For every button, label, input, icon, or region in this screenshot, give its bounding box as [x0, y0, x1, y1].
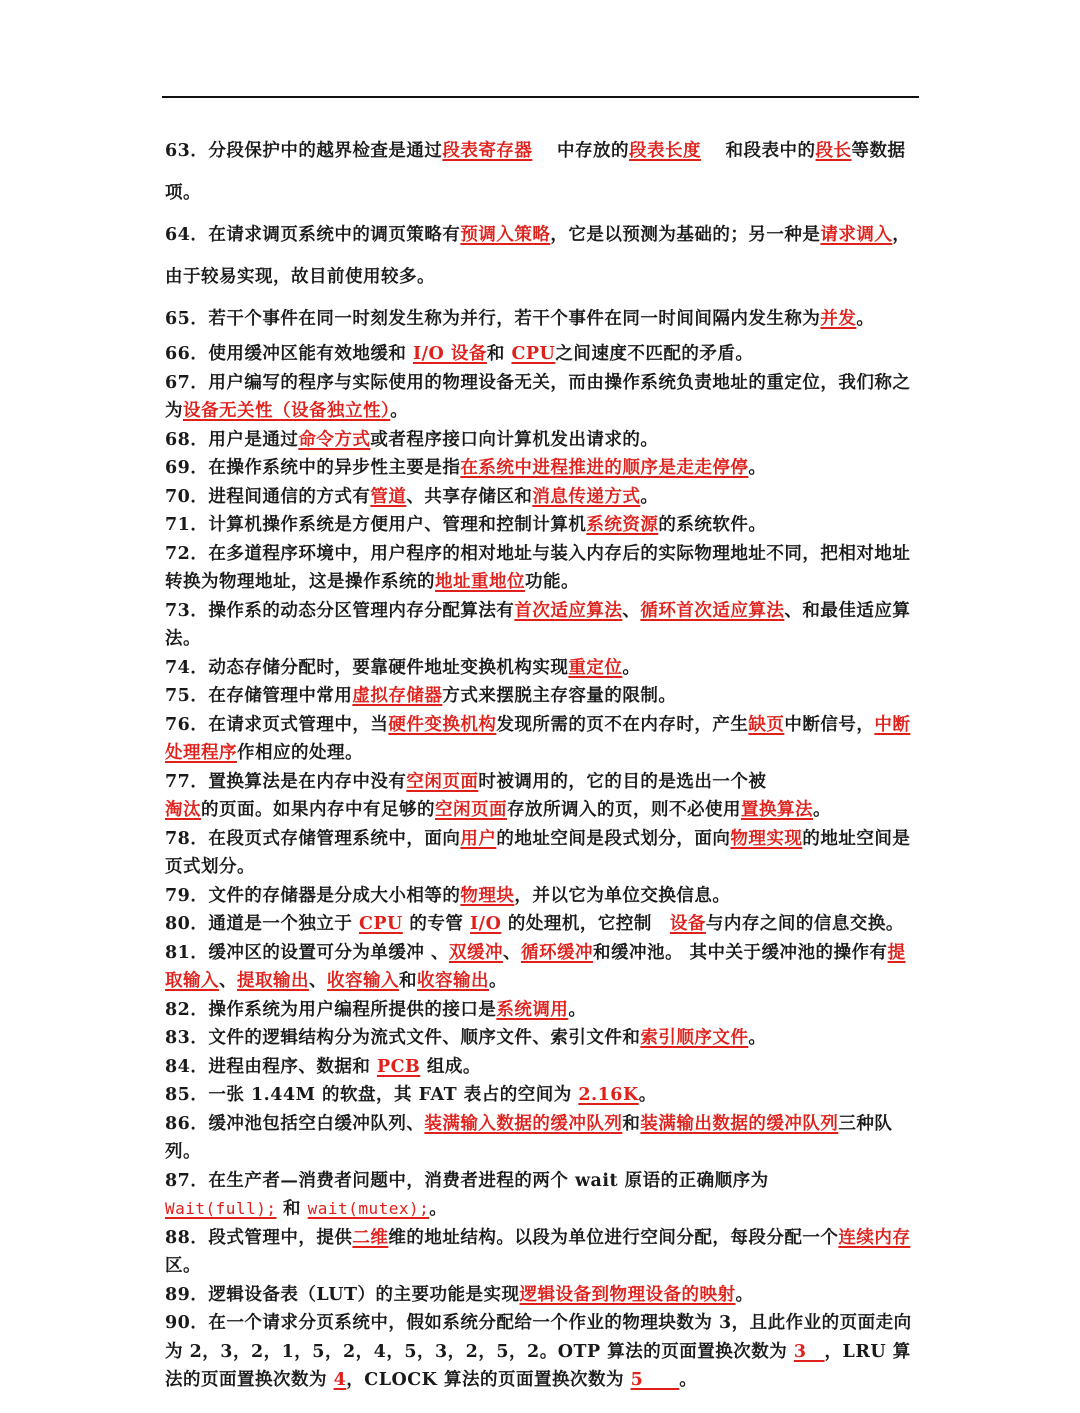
question-text: 85．一张 1.44M 的软盘，其 FAT 表占的空间为 [165, 1085, 579, 1105]
question-text: 的系统软件。 [658, 515, 767, 535]
question-text: 发现所需的页不在内存时，产生 [496, 714, 749, 735]
question-69 [165, 454, 917, 483]
answer-blank: 淘汰 [165, 800, 201, 820]
question-87 [165, 1167, 917, 1224]
question-text: 与内存之间的信息交换。 [705, 914, 904, 934]
answer-blank: wait(mutex); [307, 1199, 430, 1218]
answer-blank: 双缓冲 [448, 942, 503, 963]
answer-blank: 设备无关性（设备独立性） [183, 401, 391, 421]
answer-blank: 地址重地位 [435, 572, 525, 592]
answer-blank: 用户 [460, 828, 497, 849]
question-81 [165, 939, 917, 996]
question-text: 。 [489, 971, 507, 991]
answer-blank: 系统资源 [586, 515, 659, 535]
question-text: 维的地址结构。以段为单位进行空间分配，每段分配一个 [388, 1227, 839, 1248]
answer-blank: 并发 [820, 309, 857, 329]
question-text: 之间速度不匹配的矛盾。 [555, 344, 754, 364]
question-text: 69．在操作系统中的异步性主要是指 [165, 458, 461, 478]
question-text: 的地址空间是段式划分，面向 [496, 828, 731, 849]
answer-blank: 收容输出 [417, 971, 489, 991]
question-text: 三种队列。 [165, 1113, 893, 1162]
question-84 [165, 1053, 917, 1082]
question-64 [165, 214, 917, 298]
answer-blank: I/O 设备 [412, 344, 487, 364]
question-text: 。 [429, 1199, 448, 1219]
question-text: 区。 [165, 1256, 201, 1276]
question-78 [165, 825, 917, 882]
question-86 [165, 1110, 917, 1167]
question-text: 。 [748, 458, 767, 478]
answer-blank: 系统调用 [496, 999, 569, 1020]
question-text: 。 [735, 1284, 754, 1305]
answer-blank: 中断处理程序 [165, 714, 911, 763]
question-text: 方式来摆脱主存容量的限制。 [442, 686, 677, 706]
question-text: 67．用户编写的程序与实际使用的物理设备无关，而由操作系统负责地址的重定位，我们称之为 [165, 372, 911, 421]
question-text: 存放所调入的页，则不必使用 [507, 800, 741, 820]
question-text: 的地址空间是页式划分。 [165, 828, 911, 877]
question-text: 时被调用的，它的目的是选出一个被 [478, 771, 911, 792]
question-text: 81．缓冲区的设置可分为单缓冲 、 [165, 942, 449, 963]
question-text: 的专管 [402, 914, 470, 934]
question-text: 、 [622, 600, 641, 621]
question-text: 和段表中的 [700, 141, 816, 161]
answer-blank: 重定位 [568, 657, 623, 678]
answer-blank: 命令方式 [298, 429, 371, 450]
question-text: 83．文件的逻辑结构分为流式文件、顺序文件、索引文件和 [165, 1028, 641, 1048]
question-text: 84．进程由程序、数据和 [165, 1056, 377, 1077]
question-text: 、和最佳适应算法。 [165, 600, 911, 649]
question-74 [165, 654, 917, 683]
question-text: 、 [219, 971, 237, 991]
answer-blank: 空闲页面 [435, 800, 507, 820]
question-72 [165, 540, 917, 597]
answer-blank: 提取输入 [165, 942, 906, 991]
question-text: 和缓冲池。 其中关于缓冲池的操作有 [592, 942, 888, 963]
question-66 [165, 340, 917, 369]
question-65 [165, 298, 917, 340]
question-text: ，LRU 算法的页面置换次数为 [165, 1341, 911, 1390]
answer-blank: 管道 [370, 486, 407, 507]
question-text: 79．文件的存储器是分成大小相等的 [165, 885, 461, 906]
question-text: 、 [502, 942, 521, 963]
question-text: 86．缓冲池包括空白缓冲队列、 [165, 1113, 425, 1134]
answer-blank: 段长 [815, 141, 852, 161]
question-text: 71．计算机操作系统是方便用户、管理和控制计算机 [165, 515, 587, 535]
question-text: 77．置换算法是在内存中没有 [165, 771, 407, 792]
question-text: 72．在多道程序环境中，用户程序的相对地址与装入内存后的实际物理地址不同，把相对地址转换为物理地址，这是操作系统的 [165, 543, 911, 592]
question-text: 。 [813, 800, 831, 820]
question-text: 和 [622, 1113, 641, 1134]
question-83 [165, 1024, 917, 1053]
question-text: 的页面。如果内存中有足够的 [201, 800, 435, 820]
answer-blank: 循环首次适应算法 [640, 600, 785, 621]
answer-blank: 硬件变换机构 [388, 714, 497, 735]
question-text: 74．动态存储分配时，要靠硬件地址变换机构实现 [165, 657, 569, 678]
answer-blank: Wait(full); [165, 1199, 277, 1218]
question-text: 中存放的 [532, 141, 629, 161]
question-text: ，由于较易实现，故目前使用较多。 [165, 225, 911, 287]
question-text: 等数据项。 [165, 141, 906, 203]
question-85 [165, 1081, 917, 1110]
question-text: 的处理机，它控制 [501, 914, 670, 934]
question-text: 功能。 [525, 572, 579, 592]
question-70 [165, 483, 917, 512]
answer-blank: 索引顺序文件 [640, 1028, 749, 1048]
answer-blank: PCB [376, 1056, 421, 1077]
question-68 [165, 426, 917, 455]
answer-blank: 5 [630, 1370, 680, 1390]
answer-blank: 缺页 [748, 714, 785, 735]
answer-blank: 二维 [352, 1227, 389, 1248]
answer-blank: I/O [470, 914, 502, 934]
question-text: 66．使用缓冲区能有效地缓和 [165, 344, 413, 364]
answer-blank: 虚拟存储器 [352, 686, 443, 706]
question-73 [165, 597, 917, 654]
question-82 [165, 996, 917, 1025]
answer-blank: 首次适应算法 [514, 600, 623, 621]
question-text: 73．操作系的动态分区管理内存分配算法有 [165, 600, 515, 621]
question-text: ，它是以预测为基础的；另一种是 [550, 225, 821, 245]
question-text: 和 [486, 344, 512, 364]
question-text: 和 [276, 1199, 308, 1219]
question-list [165, 130, 917, 1395]
question-text: 中断信号， [784, 714, 875, 735]
question-text: 、 [309, 971, 327, 991]
question-text: 65．若干个事件在同一时刻发生称为并行，若干个事件在同一时间间隔内发生称为 [165, 309, 821, 329]
answer-blank: 提取输出 [237, 971, 309, 991]
header-rule [162, 96, 919, 98]
question-text: 作相应的处理。 [237, 743, 363, 763]
question-text: 78．在段页式存储管理系统中，面向 [165, 828, 461, 849]
question-77 [165, 768, 917, 825]
question-text: 87．在生产者—消费者问题中，消费者进程的两个 wait 原语的正确顺序为 [165, 1170, 895, 1191]
question-90 [165, 1309, 917, 1395]
question-text: 64．在请求调页系统中的调页策略有 [165, 225, 461, 245]
answer-blank: 空闲页面 [406, 771, 479, 792]
question-text: 90．在一个请求分页系统中，假如系统分配给一个作业的物理块数为 3，且此作业的页面走向为 2，3，2，1，5，2，4，5，3，2，5，2。OTP 算法的页面置换次数为 [165, 1313, 912, 1362]
question-text: 或者程序接口向计算机发出请求的。 [370, 429, 659, 450]
answer-blank: 连续内存 [838, 1227, 911, 1248]
answer-blank: 置换算法 [741, 800, 813, 820]
question-79 [165, 882, 917, 911]
question-75 [165, 682, 917, 711]
answer-blank: CPU [358, 914, 403, 934]
answer-blank: 物理块 [460, 885, 515, 906]
question-text: 组成。 [420, 1056, 481, 1077]
answer-blank: 装满输出数据的缓冲队列 [640, 1113, 839, 1134]
question-text: 。 [856, 309, 875, 329]
question-63 [165, 130, 917, 214]
answer-blank: 逻辑设备到物理设备的映射 [519, 1284, 736, 1305]
question-text: 63．分段保护中的越界检查是通过 [165, 141, 443, 161]
answer-blank: 物理实现 [730, 828, 803, 849]
question-text: 76．在请求页式管理中，当 [165, 714, 389, 735]
answer-blank: 3 [793, 1341, 825, 1362]
answer-blank: CPU [511, 344, 556, 364]
answer-blank: 循环缓冲 [520, 942, 593, 963]
answer-blank: 预调入策略 [460, 225, 551, 245]
question-text: 88．段式管理中，提供 [165, 1227, 353, 1248]
question-text: 。 [638, 1085, 657, 1105]
question-text: 80．通道是一个独立于 [165, 914, 359, 934]
question-text: ，CLOCK 算法的页面置换次数为 [346, 1370, 631, 1390]
question-text: 。 [748, 1028, 767, 1048]
question-80 [165, 910, 917, 939]
answer-blank: 设备 [669, 914, 706, 934]
question-text: 。 [568, 999, 587, 1020]
answer-blank: 4 [333, 1370, 347, 1390]
question-text: 。 [390, 401, 409, 421]
answer-blank: 段表长度 [628, 141, 701, 161]
question-76 [165, 711, 917, 768]
question-text: 和 [399, 971, 417, 991]
question-text: ，并以它为单位交换信息。 [514, 885, 731, 906]
question-text: 82．操作系统为用户编程所提供的接口是 [165, 999, 497, 1020]
question-text: 68．用户是通过 [165, 429, 299, 450]
question-text: 75．在存储管理中常用 [165, 686, 353, 706]
question-text: 。 [679, 1370, 698, 1390]
question-text: 70．进程间通信的方式有 [165, 486, 371, 507]
question-text: 、共享存储区和 [406, 486, 533, 507]
answer-blank: 2.16K [578, 1085, 639, 1105]
answer-blank: 装满输入数据的缓冲队列 [424, 1113, 623, 1134]
question-67 [165, 369, 917, 426]
question-text: 。 [640, 486, 659, 507]
answer-blank: 消息传递方式 [532, 486, 641, 507]
question-71 [165, 511, 917, 540]
question-89 [165, 1281, 917, 1310]
question-text: 。 [622, 657, 641, 678]
answer-blank: 请求调入 [820, 225, 893, 245]
answer-blank: 段表寄存器 [442, 141, 533, 161]
question-text: 89．逻辑设备表（LUT）的主要功能是实现 [165, 1284, 520, 1305]
answer-blank: 在系统中进程推进的顺序是走走停停 [460, 458, 749, 478]
question-88 [165, 1224, 917, 1281]
answer-blank: 收容输入 [327, 971, 399, 991]
